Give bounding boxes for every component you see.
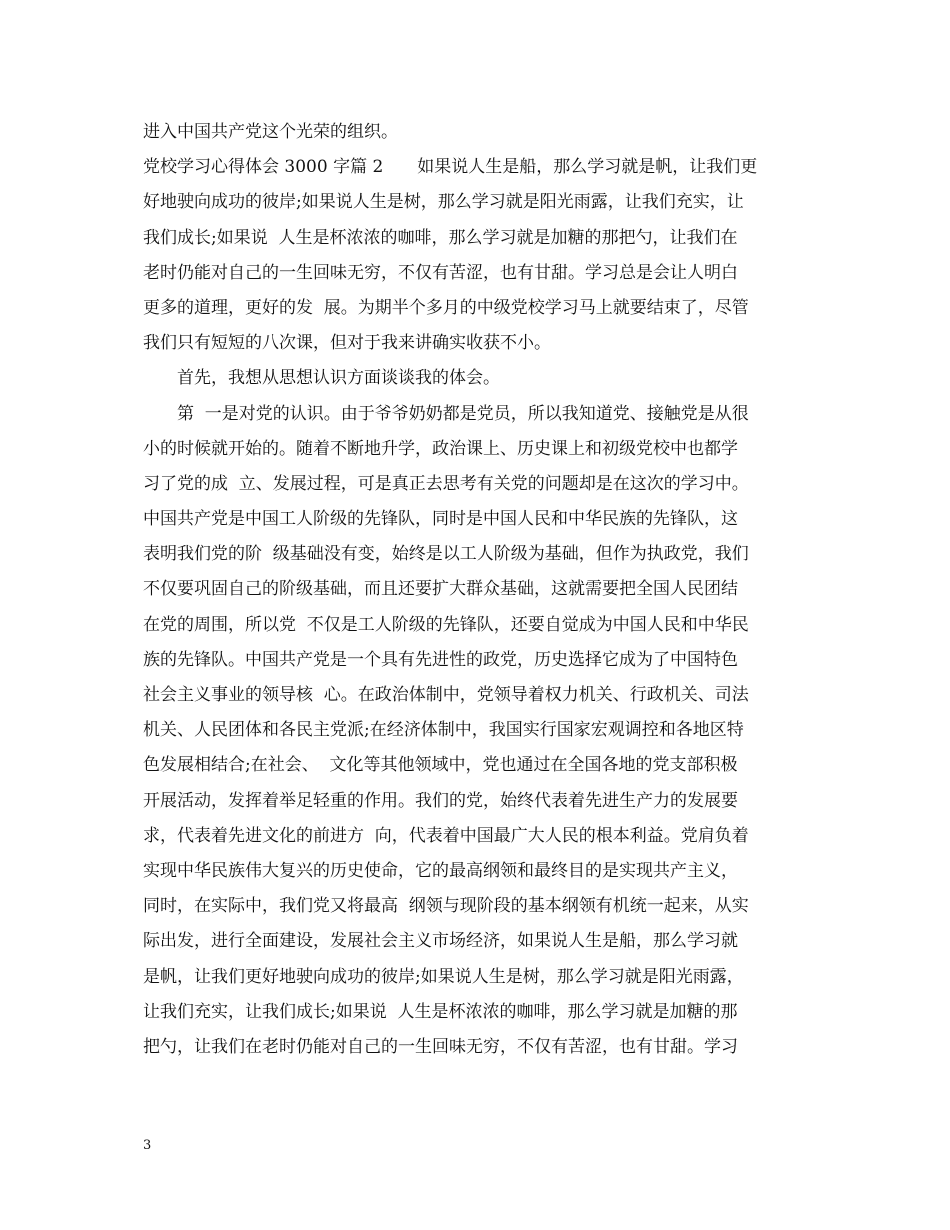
text-line: 族的先锋队。中国共产党是一个具有先进性的政党，历史选择它成为了中国特色 xyxy=(143,649,738,670)
text-line: 习了党的成 立、发展过程，可是真正去思考有关党的问题却是在这次的学习中。 xyxy=(143,473,749,494)
text-line: 开展活动，发挥着举足轻重的作用。我们的党，始终代表着先进生产力的发展要 xyxy=(143,790,738,811)
text-line: 不仅要巩固自己的阶级基础，而且还要扩大群众基础，这就需要把全国人民团结 xyxy=(143,579,738,600)
text-line: 党校学习心得体会 3000 字篇 2 如果说人生是船，那么学习就是帆，让我们更 xyxy=(143,157,758,178)
text-line: 机关、人民团体和各民主党派;在经济体制中，我国实行国家宏观调控和各地区特 xyxy=(143,720,744,741)
text-line: 中国共产党是中国工人阶级的先锋队，同时是中国人民和中华民族的先锋队，这 xyxy=(143,509,738,530)
text-line: 同时，在实际中，我们党又将最高 纲领与现阶段的基本纲领有机统一起来，从实 xyxy=(143,896,749,917)
text-line: 色发展相结合;在社会、 文化等其他领域中，党也通过在全国各地的党支部积极 xyxy=(143,755,738,776)
text-line: 我们成长;如果说 人生是杯浓浓的咖啡，那么学习就是加糖的那把勺，让我们在 xyxy=(143,227,738,248)
text-line: 好地驶向成功的彼岸;如果说人生是树，那么学习就是阳光雨露，让我们充实，让 xyxy=(143,192,744,213)
text-line: 在党的周围，所以党 不仅是工人阶级的先锋队，还要自觉成为中国人民和中华民 xyxy=(143,614,749,635)
text-line: 老时仍能对自己的一生回味无穷，不仅有苦涩，也有甘甜。学习总是会让人明白 xyxy=(143,262,738,283)
text-line: 第 一是对党的认识。由于爷爷奶奶都是党员，所以我知道党、接触党是从很 xyxy=(143,403,749,424)
text-line: 社会主义事业的领导核 心。在政治体制中，党领导着权力机关、行政机关、司法 xyxy=(143,685,749,705)
text-line: 我们只有短短的八次课，但对于我来讲确实收获不小。 xyxy=(143,333,551,354)
text-line: 把勺，让我们在老时仍能对自己的一生回味无穷，不仅有苦涩，也有甘甜。学习 xyxy=(143,1036,738,1057)
text-line: 首先，我想从思想认识方面谈谈我的体会。 xyxy=(143,368,500,389)
body-text xyxy=(143,115,813,1065)
text-line: 小的时候就开始的。随着不断地升学，政治课上、历史课上和初级党校中也都学 xyxy=(143,438,738,459)
text-line: 实现中华民族伟大复兴的历史使命，它的最高纲领和最终目的是实现共产主义， xyxy=(143,860,738,881)
page-number: 3 xyxy=(143,1138,152,1153)
text-line: 表明我们党的阶 级基础没有变，始终是以工人阶级为基础，但作为执政党，我们 xyxy=(143,544,749,565)
text-line: 让我们充实，让我们成长;如果说 人生是杯浓浓的咖啡，那么学习就是加糖的那 xyxy=(143,1001,738,1022)
text-line: 进入中国共产党这个光荣的组织。 xyxy=(143,122,398,142)
text-line: 更多的道理，更好的发 展。为期半个多月的中级党校学习马上就要结束了，尽管 xyxy=(143,297,749,318)
text-line: 是帆，让我们更好地驶向成功的彼岸;如果说人生是树，那么学习就是阳光雨露， xyxy=(143,966,744,987)
text-line: 际出发，进行全面建设，发展社会主义市场经济，如果说人生是船，那么学习就 xyxy=(143,931,738,952)
text-line: 求，代表着先进文化的前进方 向，代表着中国最广大人民的根本利益。党肩负着 xyxy=(143,825,749,846)
